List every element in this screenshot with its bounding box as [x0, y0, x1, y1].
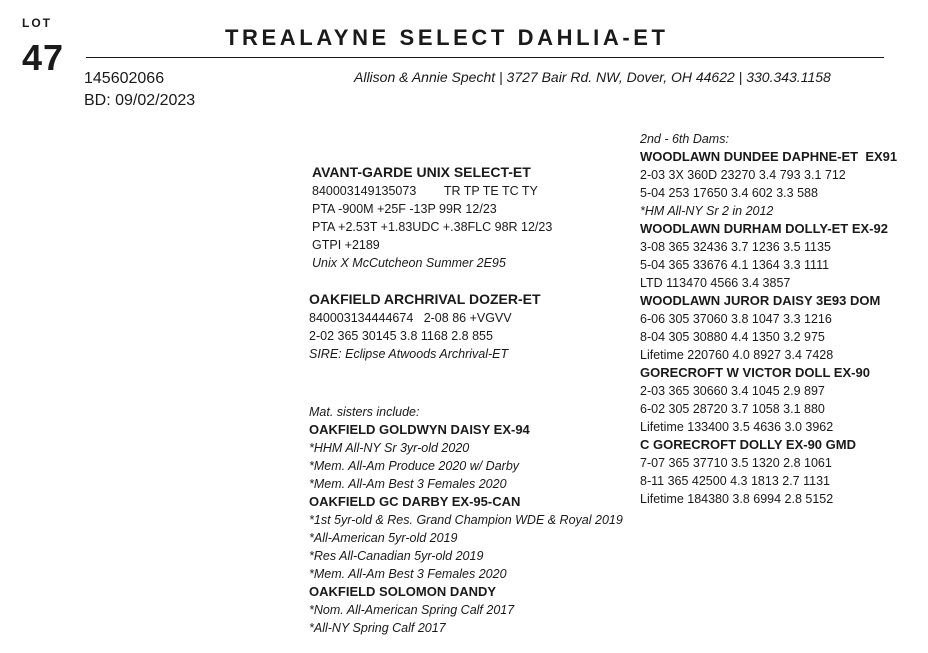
owner-contact: Allison & Annie Specht | 3727 Bair Rd. NW, Dover, OH 44622 | 330.343.1158	[354, 69, 831, 85]
sister-note: *Res All-Canadian 5yr-old 2019	[309, 549, 484, 563]
sister-note: *1st 5yr-old & Res. Grand Champion WDE & Royal 2019	[309, 513, 623, 527]
ancestor-dam-record: 7-07 365 37710 3.5 1320 2.8 1061	[640, 456, 832, 470]
lot-number: 47	[22, 37, 65, 78]
sire-note: Unix X McCutcheon Summer 2E95	[312, 256, 506, 270]
ancestor-dam-note: *HM All-NY Sr 2 in 2012	[640, 204, 774, 218]
sister-note: *Mem. All-Am Best 3 Females 2020	[309, 477, 507, 491]
maternal-sisters	[309, 403, 623, 637]
birth-date: BD: 09/02/2023	[84, 92, 196, 109]
dam-line: 840003134444674 2-08 86 +VGVV	[309, 311, 512, 325]
ancestor-dam-record: 5-04 253 17650 3.4 602 3.3 588	[640, 186, 818, 200]
sister-note: *All-American 5yr-old 2019	[309, 531, 458, 545]
sister-note: *Nom. All-American Spring Calf 2017	[309, 603, 515, 617]
ancestor-dam-record: Lifetime 184380 3.8 6994 2.8 5152	[640, 492, 834, 506]
ancestor-dam-name: C GORECROFT DOLLY EX-90 GMD	[640, 437, 856, 452]
ancestor-dam-record: Lifetime 133400 3.5 4636 3.0 3962	[640, 420, 834, 434]
sister-name: OAKFIELD GOLDWYN DAISY EX-94	[309, 422, 530, 437]
ancestor-dam-record: 6-02 305 28720 3.7 1058 3.1 880	[640, 402, 825, 416]
sisters-intro: Mat. sisters include:	[309, 405, 420, 419]
dams-intro: 2nd - 6th Dams:	[640, 132, 729, 146]
sister-name: OAKFIELD GC DARBY EX-95-CAN	[309, 494, 521, 509]
title-divider	[86, 57, 884, 58]
sister-note: *All-NY Spring Calf 2017	[309, 621, 446, 635]
ancestor-dams	[640, 130, 897, 508]
lot-label: LOT	[22, 16, 52, 30]
ancestor-dam-record: 5-04 365 33676 4.1 1364 3.3 1111	[640, 258, 830, 272]
dam-line: 2-02 365 30145 3.8 1168 2.8 855	[309, 329, 493, 343]
sister-note: *Mem. All-Am Produce 2020 w/ Darby	[309, 459, 520, 473]
sire-line: PTA +2.53T +1.83UDC +.38FLC 98R 12/23	[312, 220, 553, 234]
ancestor-dam-name: WOODLAWN DURHAM DOLLY-ET EX-92	[640, 221, 888, 236]
sire-line: GTPI +2189	[312, 238, 380, 252]
sire-line: PTA -900M +25F -13P 99R 12/23	[312, 202, 497, 216]
ancestor-dam-name: WOODLAWN JUROR DAISY 3E93 DOM	[640, 293, 881, 308]
sister-name: OAKFIELD SOLOMON DANDY	[309, 584, 497, 599]
ancestor-dam-record: 8-04 305 30880 4.4 1350 3.2 975	[640, 330, 825, 344]
dam-note: SIRE: Eclipse Atwoods Archrival-ET	[309, 347, 509, 361]
sire-line: 840003149135073 TR TP TE TC TY	[312, 184, 538, 198]
registration-number: 145602066	[84, 70, 165, 87]
ancestor-dam-record: Lifetime 220760 4.0 8927 3.4 7428	[640, 348, 834, 362]
ancestor-dam-record: 2-03 3X 360D 23270 3.4 793 3.1 712	[640, 168, 846, 182]
ancestor-dam-record: 6-06 305 37060 3.8 1047 3.3 1216	[640, 312, 832, 326]
ancestor-dam-record: LTD 113470 4566 3.4 3857	[640, 276, 791, 290]
ancestor-dam-name: WOODLAWN DUNDEE DAPHNE-ET EX91	[640, 149, 898, 164]
ancestor-dam-name: GORECROFT W VICTOR DOLL EX-90	[640, 365, 870, 380]
ancestor-dam-record: 2-03 365 30660 3.4 1045 2.9 897	[640, 384, 825, 398]
animal-name: TREALAYNE SELECT DAHLIA-ET	[225, 25, 669, 50]
ancestor-dam-record: 3-08 365 32436 3.7 1236 3.5 1135	[640, 240, 831, 254]
sire-name: AVANT-GARDE UNIX SELECT-ET	[312, 164, 531, 180]
dam-block	[309, 289, 541, 363]
sire-block	[312, 162, 552, 272]
ancestor-dam-record: 8-11 365 42500 4.3 1813 2.7 1131	[640, 474, 830, 488]
sister-note: *HHM All-NY Sr 3yr-old 2020	[309, 441, 470, 455]
dam-name: OAKFIELD ARCHRIVAL DOZER-ET	[309, 291, 541, 307]
sister-note: *Mem. All-Am Best 3 Females 2020	[309, 567, 507, 581]
